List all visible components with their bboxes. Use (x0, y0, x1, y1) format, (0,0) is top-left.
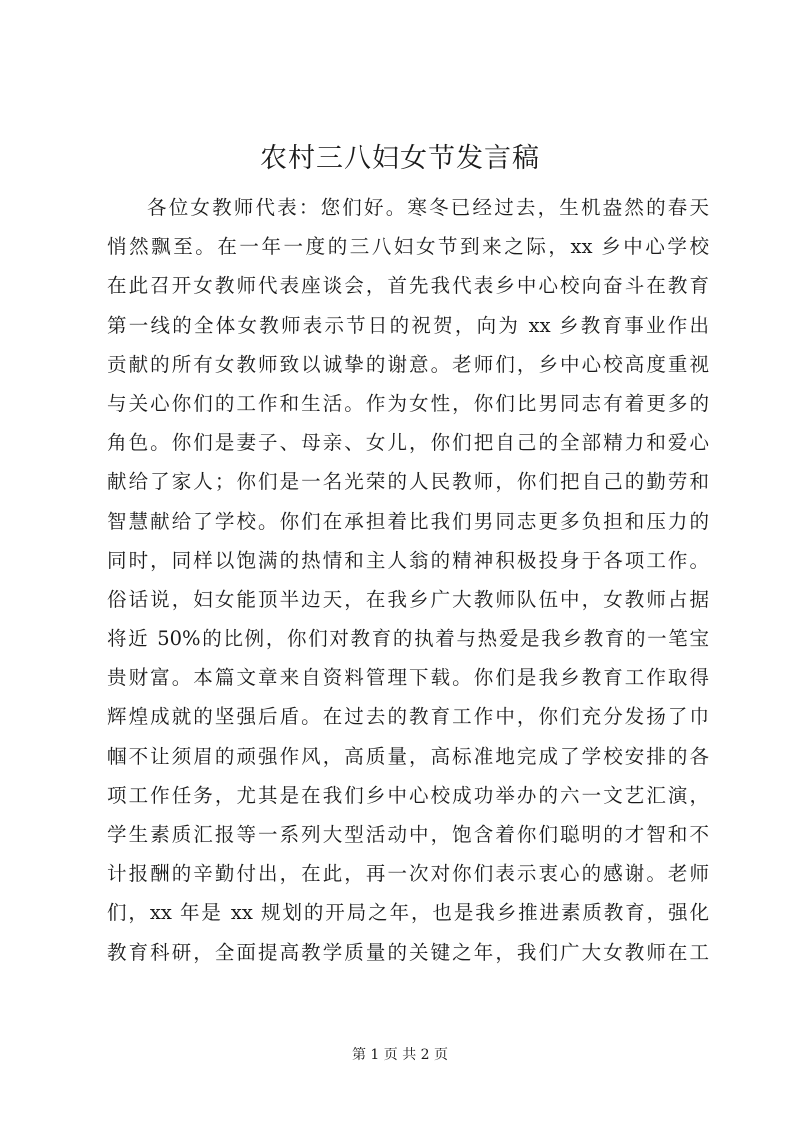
body-line: 与关心你们的工作和生活。作为女性，你们比男同志有着更多的 (107, 391, 709, 415)
body-line: 项工作任务，尤其是在我们乡中心校成功举办的六一文艺汇演， (107, 783, 709, 807)
body-line: 角色。你们是妻子、母亲、女儿，你们把自己的全部精力和爱心 (107, 431, 709, 455)
document-body (107, 188, 709, 972)
body-line: 帼不让须眉的顽强作风，高质量，高标准地完成了学校安排的各 (107, 744, 709, 768)
body-line: 们，xx 年是 xx 规划的开局之年，也是我乡推进素质教育，强化 (107, 901, 709, 925)
body-line: 贡献的所有女教师致以诚挚的谢意。老师们，乡中心校高度重视 (107, 352, 709, 376)
body-line: 在此召开女教师代表座谈会，首先我代表乡中心校向奋斗在教育 (107, 274, 709, 298)
body-line: 将近 50%的比例，你们对教育的执着与热爱是我乡教育的一笔宝 (107, 627, 709, 651)
body-line: 智慧献给了学校。你们在承担着比我们男同志更多负担和压力的 (107, 509, 709, 533)
body-line: 计报酬的辛勤付出，在此，再一次对你们表示衷心的感谢。老师 (107, 862, 709, 886)
body-line: 俗话说，妇女能顶半边天，在我乡广大教师队伍中，女教师占据 (107, 587, 709, 611)
body-line: 教育科研，全面提高教学质量的关键之年，我们广大女教师在工 (107, 940, 709, 964)
body-line: 悄然飘至。在一年一度的三八妇女节到来之际，xx 乡中心学校 (107, 235, 709, 259)
body-line: 辉煌成就的坚强后盾。在过去的教育工作中，你们充分发扬了巾 (107, 705, 709, 729)
body-line: 同时，同样以饱满的热情和主人翁的精神积极投身于各项工作。 (107, 548, 709, 572)
page-footer: 第 1 页 共 2 页 (351, 1047, 449, 1063)
body-line: 贵财富。本篇文章来自资料管理下载。你们是我乡教育工作取得 (107, 666, 709, 690)
body-line: 献给了家人；你们是一名光荣的人民教师，你们把自己的勤劳和 (107, 470, 709, 494)
body-line: 第一线的全体女教师表示节日的祝贺，向为 xx 乡教育事业作出 (107, 313, 709, 337)
body-line: 学生素质汇报等一系列大型活动中，饱含着你们聪明的才智和不 (107, 823, 709, 846)
body-line: 各位女教师代表：您们好。寒冬已经过去，生机盎然的春天 (147, 196, 709, 219)
document-title: 农村三八妇女节发言稿 (260, 143, 540, 174)
